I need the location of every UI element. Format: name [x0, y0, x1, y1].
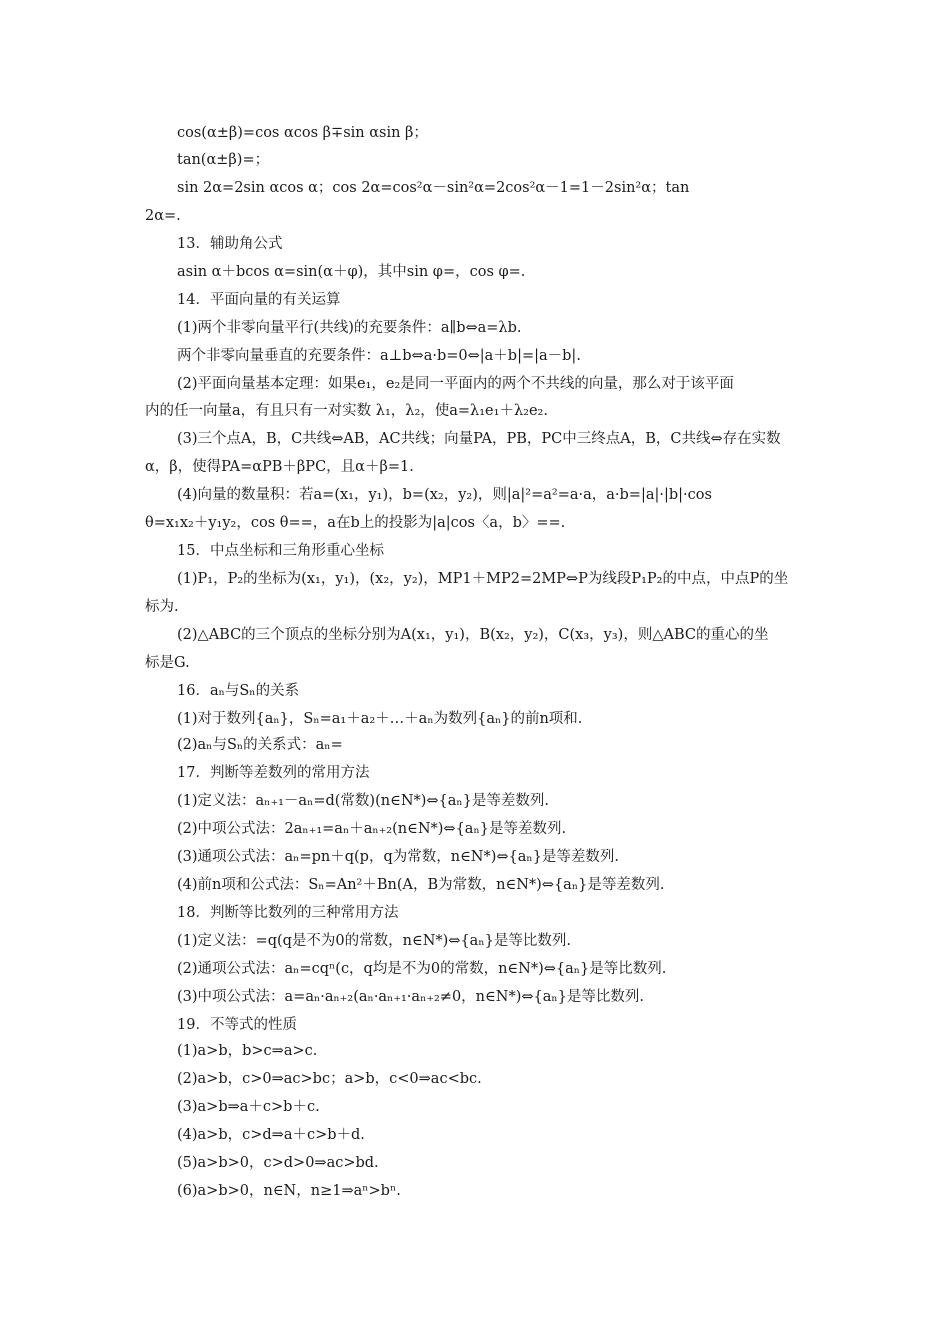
text-line: 18．判断等比数列的三种常用方法 [177, 905, 399, 921]
text-line: 14．平面向量的有关运算 [177, 292, 341, 308]
text-line: (5)a>b>0，c>d>0⇒ac>bd. [177, 1155, 379, 1171]
text-line: 标是G. [145, 655, 190, 671]
text-line: tan(α±β)=； [177, 152, 270, 168]
text-line: (3)三个点A，B，C共线⇔AB，AC共线；向量PA，PB，PC中三终点A，B，C共线⇔存在实数 [177, 431, 781, 447]
text-line: (1)定义法：aₙ₊₁－aₙ=d(常数)(n∈N*)⇔{aₙ}是等差数列. [177, 793, 550, 809]
text-line: (2)aₙ与Sₙ的关系式：aₙ= [177, 737, 343, 753]
text-line: (1)a>b，b>c⇒a>c. [177, 1043, 318, 1059]
text-line: 17．判断等差数列的常用方法 [177, 765, 370, 781]
text-line: (3)a>b⇒a＋c>b＋c. [177, 1099, 320, 1115]
text-line: (2)△ABC的三个顶点的坐标分别为A(x₁，y₁)，B(x₂，y₂)，C(x₃，y₃)，则△ABC的重心的坐 [177, 627, 769, 643]
text-line: (2)a>b，c>0⇒ac>bc；a>b，c<0⇒ac<bc. [177, 1071, 482, 1087]
text-line: (1)对于数列{aₙ}，Sₙ=a₁＋a₂＋…＋aₙ为数列{aₙ}的前n项和. [177, 711, 583, 727]
text-line: (4)a>b，c>d⇒a＋c>b＋d. [177, 1127, 365, 1143]
text-line: (3)中项公式法：a=aₙ·aₙ₊₂(aₙ·aₙ₊₁·aₙ₊₂≠0，n∈N*)⇔{aₙ}是等比数列. [177, 989, 644, 1005]
text-line: 15．中点坐标和三角形重心坐标 [177, 543, 384, 559]
text-line: (1)定义法：=q(q是不为0的常数，n∈N*)⇔{aₙ}是等比数列. [177, 933, 571, 949]
text-line: (4)前n项和公式法：Sₙ=An²＋Bn(A，B为常数，n∈N*)⇔{aₙ}是等差数列. [177, 877, 665, 893]
text-line: (1)两个非零向量平行(共线)的充要条件：a∥b⇔a=λb. [177, 320, 522, 336]
text-line: (6)a>b>0，n∈N，n≥1⇒aⁿ>bⁿ. [177, 1183, 401, 1199]
text-line: sin 2α=2sin αcos α；cos 2α=cos²α－sin²α=2cos²α－1=1－2sin²α；tan [177, 180, 690, 196]
text-line: 19．不等式的性质 [177, 1017, 297, 1033]
text-line: 内的任一向量a，有且只有一对实数 λ₁，λ₂，使a=λ₁e₁＋λ₂e₂. [145, 403, 548, 419]
text-line: 2α=. [145, 208, 181, 224]
text-line: 标为. [145, 599, 179, 615]
text-line: 13．辅助角公式 [177, 236, 283, 252]
text-line: (3)通项公式法：aₙ=pn＋q(p，q为常数，n∈N*)⇔{aₙ}是等差数列. [177, 849, 620, 865]
text-line: asin α＋bcos α=sin(α＋φ)，其中sin φ=，cos φ=. [177, 264, 526, 280]
text-line: (2)平面向量基本定理：如果e₁，e₂是同一平面内的两个不共线的向量，那么对于该平面 [177, 376, 734, 392]
text-line: cos(α±β)=cos αcos β∓sin αsin β； [177, 125, 428, 141]
text-line: (2)中项公式法：2aₙ₊₁=aₙ＋aₙ₊₂(n∈N*)⇔{aₙ}是等差数列. [177, 821, 567, 837]
text-line: (2)通项公式法：aₙ=cqⁿ(c，q均是不为0的常数，n∈N*)⇔{aₙ}是等比数列. [177, 961, 667, 977]
text-line: (4)向量的数量积：若a=(x₁，y₁)，b=(x₂，y₂)，则|a|²=a²=a·a，a·b=|a|·|b|·cos [177, 487, 712, 503]
text-line: 两个非零向量垂直的充要条件：a⊥b⇔a·b=0⇔|a＋b|=|a－b|. [177, 348, 581, 364]
text-line: α，β，使得PA=αPB＋βPC，且α＋β=1. [145, 459, 414, 475]
text-line: 16．aₙ与Sₙ的关系 [177, 683, 300, 699]
text-line: θ=x₁x₂＋y₁y₂，cos θ==，a在b上的投影为|a|cos〈a，b〉==. [145, 515, 566, 531]
text-line: (1)P₁，P₂的坐标为(x₁，y₁)，(x₂，y₂)，MP1＋MP2=2MP⇔P为线段P₁P₂的中点，中点P的坐 [177, 571, 789, 587]
